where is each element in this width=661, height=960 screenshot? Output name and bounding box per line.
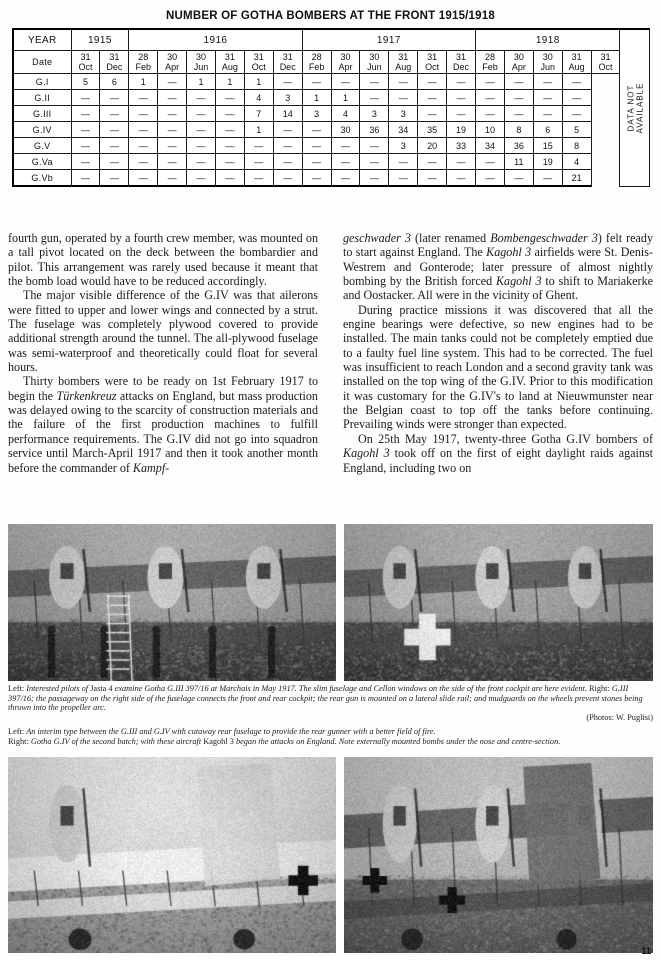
cell-G.III-4: — bbox=[187, 106, 216, 122]
cell-G.I-6: 1 bbox=[244, 74, 273, 90]
cell-G.Va-10: — bbox=[360, 154, 389, 170]
header-date-col-4: 30 Jun bbox=[187, 51, 216, 74]
cell-G.I-12: — bbox=[418, 74, 447, 90]
cell-G.I-8: — bbox=[302, 74, 331, 90]
cell-G.V-4: — bbox=[187, 138, 216, 154]
photo-caption-upper: Left: Interested pilots of Jasta 4 examine Gotha G.III 397/16 at Marchais in May 1917. The slim fuselage and Cellon windows on the side of the front cockpit are here evident. Right: G.III 397/16; the passageway on the right side of the fuselage connects the front and rear cockpit; the rear gun is mounted on a lateral slide rail; and mudguards on the wheels prevent stones being thrown into the propeller arc. (Photos: W. Puglisi) bbox=[8, 684, 653, 722]
header-year-label: YEAR bbox=[13, 29, 71, 51]
cell-G.Vb-7: — bbox=[273, 170, 302, 187]
cell-G.III-15: — bbox=[504, 106, 533, 122]
cell-G.I-7: — bbox=[273, 74, 302, 90]
gotha-strength-table bbox=[12, 28, 650, 187]
right-col-paragraph-2: On 25th May 1917, twenty-three Gotha G.IV bombers of Kagohl 3 took off on the first of eight daylight raids against England, including two on bbox=[343, 431, 653, 475]
gotha-strength-table-wrapper bbox=[12, 28, 649, 187]
cell-G.II-2: — bbox=[129, 90, 158, 106]
cell-G.Va-8: — bbox=[302, 154, 331, 170]
right-col-paragraph-1: During practice missions it was discovered that all the engine bearings were defective, so new engines had to be installed. The main tanks could not be completely emptied due to a faulty fuel line system. This had to be corrected. The fuel was insufficient to reach London and a second gravity tank was installed on the top wing of the G.IV. Prior to this modification it was customary for the G.IV's to land at Nieuwmunster near the Belgian coast to top off the tanks before continuing. Prevailing winds were stronger than expected. bbox=[343, 302, 653, 432]
header-date-col-14: 28 Feb bbox=[476, 51, 505, 74]
cell-G.I-16: — bbox=[533, 74, 562, 90]
cell-G.IV-11: 34 bbox=[389, 122, 418, 138]
cell-G.IV-7: — bbox=[273, 122, 302, 138]
table-header-date-row bbox=[13, 51, 650, 74]
header-date-col-1: 31 Dec bbox=[100, 51, 129, 74]
cell-G.Vb-3: — bbox=[158, 170, 187, 187]
cell-G.V-8: — bbox=[302, 138, 331, 154]
cell-G.II-10: — bbox=[360, 90, 389, 106]
row-label-G.I: G.I bbox=[13, 74, 71, 90]
article-body bbox=[8, 231, 653, 516]
cell-G.I-10: — bbox=[360, 74, 389, 90]
cell-G.III-8: 3 bbox=[302, 106, 331, 122]
cell-G.Va-0: — bbox=[71, 154, 100, 170]
cell-G.IV-10: 36 bbox=[360, 122, 389, 138]
cell-G.IV-13: 19 bbox=[447, 122, 476, 138]
cell-G.II-15: — bbox=[504, 90, 533, 106]
cell-G.V-9: — bbox=[331, 138, 360, 154]
left-col-paragraph-0: fourth gun, operated by a fourth crew member, was mounted on a tall pivot located on the deck between the bombardier and pilot. This arrangement was rarely used because it meant that the bomb load would have to be reduced accordingly. bbox=[8, 231, 318, 289]
photo-credit: (Photos: W. Puglisi) bbox=[586, 712, 653, 722]
cell-G.V-17: 8 bbox=[562, 138, 591, 154]
cell-G.IV-3: — bbox=[158, 122, 187, 138]
header-date-label: Date bbox=[13, 51, 71, 74]
cell-G.IV-15: 8 bbox=[504, 122, 533, 138]
gotha-g3-fuselage-cross-photo bbox=[344, 524, 653, 681]
no-data-line-2: AVAILABLE bbox=[634, 82, 644, 134]
table-title: NUMBER OF GOTHA BOMBERS AT THE FRONT 1915/1918 bbox=[166, 10, 495, 22]
header-year-1916: 1916 bbox=[129, 29, 302, 51]
table-row bbox=[13, 122, 650, 138]
cell-G.Vb-12: — bbox=[418, 170, 447, 187]
cell-G.V-3: — bbox=[158, 138, 187, 154]
table-row bbox=[13, 90, 650, 106]
cell-G.V-12: 20 bbox=[418, 138, 447, 154]
cell-G.Vb-0: — bbox=[71, 170, 100, 187]
cell-G.Va-14: — bbox=[476, 154, 505, 170]
gotha-g4-second-batch-photo bbox=[344, 757, 653, 953]
cell-G.Vb-2: — bbox=[129, 170, 158, 187]
header-date-col-8: 28 Feb bbox=[302, 51, 331, 74]
cell-G.II-16: — bbox=[533, 90, 562, 106]
cell-G.Va-13: — bbox=[447, 154, 476, 170]
cell-G.Va-12: — bbox=[418, 154, 447, 170]
gotha-g3-ground-crew-photo bbox=[8, 524, 336, 681]
table-row bbox=[13, 138, 650, 154]
header-year-1915: 1915 bbox=[71, 29, 129, 51]
cell-G.III-14: — bbox=[476, 106, 505, 122]
cell-G.II-6: 4 bbox=[244, 90, 273, 106]
table-row bbox=[13, 74, 650, 90]
header-date-col-12: 31 Oct bbox=[418, 51, 447, 74]
cell-G.III-11: 3 bbox=[389, 106, 418, 122]
cell-G.I-4: 1 bbox=[187, 74, 216, 90]
cell-G.Vb-10: — bbox=[360, 170, 389, 187]
article-column-right bbox=[343, 231, 653, 475]
cell-G.V-2: — bbox=[129, 138, 158, 154]
cell-G.III-5: — bbox=[215, 106, 244, 122]
cell-G.I-11: — bbox=[389, 74, 418, 90]
table-row bbox=[13, 170, 650, 187]
cell-G.III-9: 4 bbox=[331, 106, 360, 122]
cell-G.Va-16: 19 bbox=[533, 154, 562, 170]
cell-G.Vb-13: — bbox=[447, 170, 476, 187]
cell-G.IV-8: — bbox=[302, 122, 331, 138]
cell-G.V-1: — bbox=[100, 138, 129, 154]
cell-G.II-13: — bbox=[447, 90, 476, 106]
header-date-col-9: 30 Apr bbox=[331, 51, 360, 74]
header-date-col-11: 31 Aug bbox=[389, 51, 418, 74]
right-col-paragraph-0: geschwader 3 (later renamed Bombengeschwader 3) felt ready to start against England. The Kagohl 3 airfields were St. Denis-Westrem and Gonterode; later pressure of almost nightly bombing by the British forced Kagohl 3 to shift to Mariakerke and Oostacker. All were in the vicinity of Ghent. bbox=[343, 231, 653, 303]
cell-G.II-11: — bbox=[389, 90, 418, 106]
header-date-col-17: 31 Aug bbox=[562, 51, 591, 74]
table-header-year-row bbox=[13, 29, 650, 51]
left-col-paragraph-2: Thirty bombers were to be ready on 1st February 1917 to begin the Türkenkreuz attacks on England, but mass production was delayed owing to the scarcity of construction materials and the failure of the first production machines to fulfill performance requirements. The G.IV did not go into squadron service until March-April 1917 and then it took another month before the commander of Kampf- bbox=[8, 374, 318, 475]
cell-G.V-7: — bbox=[273, 138, 302, 154]
header-year-1917: 1917 bbox=[302, 29, 475, 51]
cell-G.I-14: — bbox=[476, 74, 505, 90]
header-date-col-6: 31 Oct bbox=[244, 51, 273, 74]
cell-G.V-11: 3 bbox=[389, 138, 418, 154]
cell-G.III-10: 3 bbox=[360, 106, 389, 122]
left-col-paragraph-1: The major visible difference of the G.IV was that ailerons were fitted to upper and lower wings and connected by a strut. The fuselage was completely plywood covered to provide additional strength around the tunnel. The all-plywood fuselage was semi-waterproof and theoretically could float for several hours. bbox=[8, 288, 318, 375]
cell-G.I-9: — bbox=[331, 74, 360, 90]
cell-G.II-1: — bbox=[100, 90, 129, 106]
gotha-interim-type-photo bbox=[8, 757, 336, 953]
cell-G.I-5: 1 bbox=[215, 74, 244, 90]
cell-G.II-14: — bbox=[476, 90, 505, 106]
cell-G.IV-6: 1 bbox=[244, 122, 273, 138]
cell-G.Va-5: — bbox=[215, 154, 244, 170]
cell-G.Vb-14: — bbox=[476, 170, 505, 187]
row-label-G.V: G.V bbox=[13, 138, 71, 154]
cell-G.II-12: — bbox=[418, 90, 447, 106]
header-date-col-3: 30 Apr bbox=[158, 51, 187, 74]
cell-G.III-1: — bbox=[100, 106, 129, 122]
cell-G.V-6: — bbox=[244, 138, 273, 154]
cell-G.Va-7: — bbox=[273, 154, 302, 170]
header-date-col-5: 31 Aug bbox=[215, 51, 244, 74]
cell-G.IV-1: — bbox=[100, 122, 129, 138]
cell-G.Va-11: — bbox=[389, 154, 418, 170]
cell-G.I-2: 1 bbox=[129, 74, 158, 90]
header-date-col-7: 31 Dec bbox=[273, 51, 302, 74]
cell-G.V-13: 33 bbox=[447, 138, 476, 154]
cell-G.V-10: — bbox=[360, 138, 389, 154]
cell-G.Vb-9: — bbox=[331, 170, 360, 187]
table-row bbox=[13, 154, 650, 170]
cell-G.III-13: — bbox=[447, 106, 476, 122]
cell-G.II-0: — bbox=[71, 90, 100, 106]
cell-G.II-9: 1 bbox=[331, 90, 360, 106]
photo-caption-lower: Left: An interim type between the G.III and G.IV with cutaway rear fuselage to provide the rear gunner with a better field of fire. Right: Gotha G.IV of the second batch; with these aircraft Kagohl 3 began the attacks on England. Note externally mounted bombs under the nose and centre-section. bbox=[8, 727, 561, 746]
cell-G.Va-6: — bbox=[244, 154, 273, 170]
header-date-col-15: 30 Apr bbox=[504, 51, 533, 74]
cell-G.Vb-5: — bbox=[215, 170, 244, 187]
cell-G.III-17: — bbox=[562, 106, 591, 122]
data-not-available-cell bbox=[620, 29, 650, 186]
cell-G.IV-2: — bbox=[129, 122, 158, 138]
cell-G.I-13: — bbox=[447, 74, 476, 90]
cell-G.II-17: — bbox=[562, 90, 591, 106]
cell-G.IV-17: 5 bbox=[562, 122, 591, 138]
cell-G.Va-3: — bbox=[158, 154, 187, 170]
cell-G.IV-5: — bbox=[215, 122, 244, 138]
cell-G.IV-9: 30 bbox=[331, 122, 360, 138]
cell-G.IV-4: — bbox=[187, 122, 216, 138]
header-date-col-2: 28 Feb bbox=[129, 51, 158, 74]
cell-G.II-4: — bbox=[187, 90, 216, 106]
cell-G.III-7: 14 bbox=[273, 106, 302, 122]
header-date-col-10: 30 Jun bbox=[360, 51, 389, 74]
cell-G.I-0: 5 bbox=[71, 74, 100, 90]
cell-G.I-15: — bbox=[504, 74, 533, 90]
article-column-left bbox=[8, 231, 318, 475]
cell-G.Va-17: 4 bbox=[562, 154, 591, 170]
cell-G.IV-0: — bbox=[71, 122, 100, 138]
cell-G.V-15: 36 bbox=[504, 138, 533, 154]
cell-G.III-2: — bbox=[129, 106, 158, 122]
cell-G.Va-15: 11 bbox=[504, 154, 533, 170]
cell-G.II-5: — bbox=[215, 90, 244, 106]
cell-G.IV-14: 10 bbox=[476, 122, 505, 138]
cell-G.V-5: — bbox=[215, 138, 244, 154]
cell-G.IV-16: 6 bbox=[533, 122, 562, 138]
table-row bbox=[13, 106, 650, 122]
cell-G.V-0: — bbox=[71, 138, 100, 154]
cell-G.Va-4: — bbox=[187, 154, 216, 170]
cell-G.III-0: — bbox=[71, 106, 100, 122]
cell-G.II-8: 1 bbox=[302, 90, 331, 106]
cell-G.I-1: 6 bbox=[100, 74, 129, 90]
cell-G.Vb-11: — bbox=[389, 170, 418, 187]
cell-G.III-16: — bbox=[533, 106, 562, 122]
cell-G.II-3: — bbox=[158, 90, 187, 106]
row-label-G.Va: G.Va bbox=[13, 154, 71, 170]
cell-G.II-7: 3 bbox=[273, 90, 302, 106]
cell-G.Vb-15: — bbox=[504, 170, 533, 187]
cell-G.V-14: 34 bbox=[476, 138, 505, 154]
cell-G.I-3: — bbox=[158, 74, 187, 90]
row-label-G.III: G.III bbox=[13, 106, 71, 122]
header-date-col-18: 31 Oct bbox=[591, 51, 620, 74]
row-label-G.Vb: G.Vb bbox=[13, 170, 71, 187]
cell-G.Vb-1: — bbox=[100, 170, 129, 187]
cell-G.Vb-4: — bbox=[187, 170, 216, 187]
header-year-1918: 1918 bbox=[476, 29, 620, 51]
cell-G.III-12: — bbox=[418, 106, 447, 122]
cell-G.V-16: 15 bbox=[533, 138, 562, 154]
cell-G.III-3: — bbox=[158, 106, 187, 122]
cell-G.I-17: — bbox=[562, 74, 591, 90]
page-number: 11 bbox=[641, 946, 651, 956]
cell-G.IV-12: 35 bbox=[418, 122, 447, 138]
cell-G.Vb-6: — bbox=[244, 170, 273, 187]
row-label-G.IV: G.IV bbox=[13, 122, 71, 138]
no-data-line-1: DATA NOT bbox=[625, 84, 635, 132]
cell-G.Va-2: — bbox=[129, 154, 158, 170]
cell-G.Vb-17: 21 bbox=[562, 170, 591, 187]
cell-G.III-6: 7 bbox=[244, 106, 273, 122]
header-date-col-13: 31 Dec bbox=[447, 51, 476, 74]
cell-G.Vb-16: — bbox=[533, 170, 562, 187]
cell-G.Vb-8: — bbox=[302, 170, 331, 187]
cell-G.Va-9: — bbox=[331, 154, 360, 170]
row-label-G.II: G.II bbox=[13, 90, 71, 106]
cell-G.Va-1: — bbox=[100, 154, 129, 170]
header-date-col-16: 30 Jun bbox=[533, 51, 562, 74]
header-date-col-0: 31 Oct bbox=[71, 51, 100, 74]
